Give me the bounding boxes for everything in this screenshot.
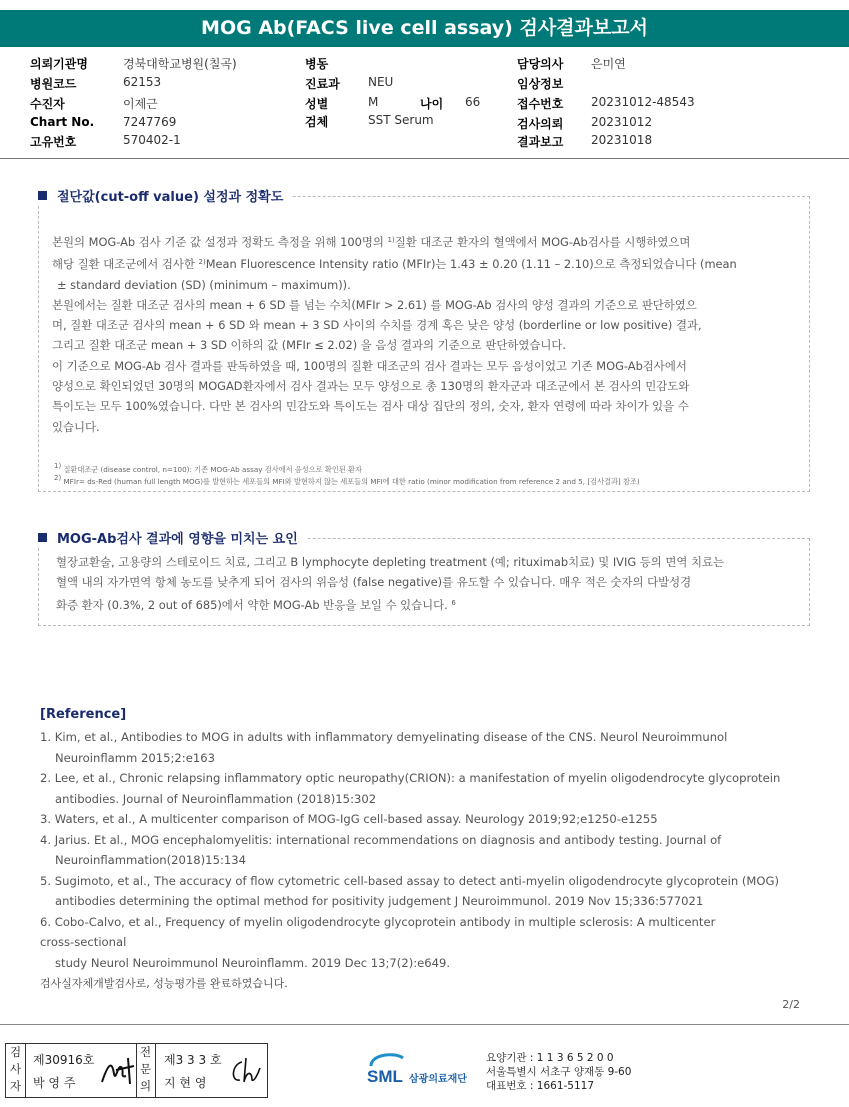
tech-v2: 사 xyxy=(9,1062,22,1076)
fn1-text: 질환대조군 (disease control, n=100): 기존 MOG-Ab assay 검사에서 음성으로 확인된 환자 xyxy=(63,465,362,474)
unique-label: 고유번호 xyxy=(30,135,77,149)
page-number: 2/2 xyxy=(782,998,800,1011)
section2-heading xyxy=(38,528,306,547)
ref-4-cont: Neuroinflammation(2018)15:134 xyxy=(55,853,246,867)
tech-license: 제30916호 xyxy=(33,1053,95,1067)
s2-l1: 혈장교환술, 고용량의 스테로이드 치료, 그리고 B lymphocyte depleting treatment (예; rituximab치료) 및 IVIG 등의 면역 치료는 xyxy=(56,555,725,569)
spec-v3: 의 xyxy=(139,1079,152,1093)
s1-p3-l3: 특이도는 모두 100%였습니다. 다만 본 검사의 민감도와 특이도는 검사 대상 집단의 정의, 숫자, 환자 연령에 따라 차이가 있을 수 xyxy=(52,399,689,414)
square-bullet-icon xyxy=(38,533,47,542)
unique-value: 570402-1 xyxy=(123,133,181,147)
spec-signature-icon xyxy=(228,1054,264,1088)
ref-4: 4. Jarius. Et al., MOG encephalomyelitis: international recommendations on diagnosis and antibody testing. Journal of xyxy=(40,832,722,847)
s1-p3-l4: 있습니다. xyxy=(52,419,100,434)
patient-label: 수진자 xyxy=(30,97,65,111)
patient-value: 이제근 xyxy=(123,97,158,111)
age-value: 66 xyxy=(465,95,481,109)
org-name: 삼광의료재단 xyxy=(409,1074,467,1085)
report-value: 20231018 xyxy=(591,133,653,147)
info-divider xyxy=(0,158,849,159)
chart-label: Chart No. xyxy=(30,115,95,129)
org-address: 서울특별시 서초구 양재동 9-60 xyxy=(486,1066,632,1078)
s1-p1-l3: ± standard deviation (SD) (minimum – maximum)). xyxy=(57,277,351,292)
tech-signature-icon xyxy=(98,1054,138,1088)
spec-name: 지 현 영 xyxy=(164,1076,207,1090)
institution-label: 의뢰기관명 xyxy=(30,57,88,71)
hospital-code-value: 62153 xyxy=(123,75,162,89)
spec-vertical-label xyxy=(136,1044,156,1097)
institution-value: 경북대학교병원(칠곡) xyxy=(123,57,237,71)
s2-l3a: 화증 환자 (0.3%, 2 out of 685)에서 약한 MOG-Ab 반응을 보일 수 있습니다. xyxy=(56,597,452,612)
performance-note: 검사실자체개발검사로, 성능평가를 완료하였습니다. xyxy=(40,977,288,990)
report-title: MOG Ab(FACS live cell assay) 검사결과보고서 xyxy=(0,10,849,47)
s1-sup2: 2) xyxy=(198,258,206,267)
ref-6-cont: cross-sectional xyxy=(40,935,127,949)
fn2-sup: 2) xyxy=(54,474,62,482)
spec-v2: 문 xyxy=(139,1062,152,1076)
clinical-label: 임상정보 xyxy=(517,77,564,91)
s1-p1-l1a: 본원의 MOG-Ab 검사 기준 값 설정과 정확도 측정을 위해 100명의 xyxy=(52,235,388,249)
sex-label: 성별 xyxy=(305,97,329,111)
org-code: 요양기관 : 1 1 3 6 5 2 0 0 xyxy=(486,1052,614,1064)
receipt-label: 접수번호 xyxy=(517,97,564,111)
dept-value: NEU xyxy=(368,75,394,89)
section1-body xyxy=(52,230,804,437)
s1-p1-l2b: Mean Fluorescence Intensity ratio (MFIr)는 1.43 ± 0.20 (1.11 – 2.10)으로 측정되었습니다 (mean xyxy=(205,257,737,272)
hospital-code-label: 병원코드 xyxy=(30,77,77,91)
s1-sup1: 1) xyxy=(387,236,395,244)
section2-body xyxy=(56,552,808,615)
section2-heading-text: MOG-Ab검사 결과에 영향을 미치는 요인 xyxy=(57,532,298,547)
age-label: 나이 xyxy=(420,97,444,111)
ref-2: 2. Lee, et al., Chronic relapsing inflammatory optic neuropathy(CRION): a manifestation of myelin oligodendrocyte glycoprotein xyxy=(40,771,781,785)
square-bullet-icon xyxy=(38,191,47,200)
section1-heading xyxy=(38,186,291,205)
section1-heading-text: 절단값(cut-off value) 설정과 정확도 xyxy=(57,190,284,205)
tech-vertical-label xyxy=(6,1044,26,1097)
specimen-label: 검체 xyxy=(305,115,329,129)
footnote-2 xyxy=(54,472,640,488)
ref-3: 3. Waters, et al., A multicenter comparison of MOG-IgG cell-based assay. Neurology 2019;92;e1250-e1255 xyxy=(40,812,658,826)
spec-v1: 전 xyxy=(139,1045,152,1059)
ref-1-cont: Neuroinflamm 2015;2:e163 xyxy=(55,750,215,765)
s1-p1-l2a: 해당 질환 대조군에서 검사한 xyxy=(52,257,199,272)
org-phone: 대표번호 : 1661-5117 xyxy=(486,1080,595,1092)
ref-5: 5. Sugimoto, et al., The accuracy of flow cytometric cell-based assay to detect anti-myelin oligodendrocyte glycoprotein (MOG) xyxy=(40,873,780,888)
request-value: 20231012 xyxy=(591,115,653,129)
footer-divider xyxy=(0,1024,849,1025)
fn2-text: MFIr= ds-Red (human full length MOG)를 발현하는 세포들의 MFI와 발현하지 않는 세포들의 MFI에 대한 ratio (minor modification from reference 2 and 5, [검사결과] 참조) xyxy=(63,477,640,486)
ref-6-cont2: study Neurol Neuroimmunol Neuroinflamm. 2019 Dec 13;7(2):e649. xyxy=(55,955,451,970)
s1-p2-l3: 그리고 질환 대조군 mean + 3 SD 이하의 값 (MFIr ≤ 2.02) 을 음성 결과의 기준으로 판단하였습니다. xyxy=(52,338,566,353)
signature-box xyxy=(5,1043,268,1098)
specimen-value: SST Serum xyxy=(368,113,434,127)
logo-text: SML xyxy=(367,1067,403,1086)
ref-2-cont: antibodies. Journal of Neuroinflammation (2018)15:302 xyxy=(55,791,377,806)
doctor-value: 은미연 xyxy=(591,57,626,71)
ward-label: 병동 xyxy=(305,57,329,71)
spec-license: 제3 3 3 호 xyxy=(164,1053,222,1067)
receipt-value: 20231012-48543 xyxy=(591,95,695,109)
report-label: 결과보고 xyxy=(517,135,564,149)
ref-1: 1. Kim, et al., Antibodies to MOG in adults with inflammatory demyelinating disease of the CNS. Neurol Neuroimmunol xyxy=(40,730,728,744)
s2-l2: 혈액 내의 자가면역 항체 농도를 낮추게 되어 검사의 위음성 (false negative)를 유도할 수 있습니다. 매우 적은 숫자의 다발성경 xyxy=(56,575,692,590)
s1-p1-l1b: 질환 대조군 환자의 혈액에서 MOG-Ab검사를 시행하였으며 xyxy=(394,235,691,249)
tech-name: 박 영 주 xyxy=(33,1076,76,1090)
tech-v1: 검 xyxy=(9,1045,22,1059)
sml-logo-icon xyxy=(365,1050,485,1090)
ref-5-cont: antibodies determining the optimal method for positivity judgement J Neuroimmunol. 2019 Nov 15;336:577021 xyxy=(55,894,704,908)
ref-6: 6. Cobo-Calvo, et al., Frequency of myelin oligodendrocyte glycoprotein antibody in multiple sclerosis: A multicenter xyxy=(40,914,716,929)
organization-info xyxy=(486,1051,631,1093)
s2-sup: 6 xyxy=(451,598,456,607)
chart-value: 7247769 xyxy=(123,115,177,129)
s1-p2-l2: 며, 질환 대조군 검사의 mean + 6 SD 와 mean + 3 SD 사이의 수치를 경계 혹은 낮은 양성 (borderline or low positive) 결과, xyxy=(52,318,702,333)
fn1-sup: 1) xyxy=(54,462,62,470)
sml-logo xyxy=(365,1050,485,1090)
request-label: 검사의뢰 xyxy=(517,117,564,131)
tech-v3: 자 xyxy=(9,1079,22,1093)
reference-list xyxy=(40,727,820,973)
s1-p2-l1: 본원에서는 질환 대조군 검사의 mean + 6 SD 를 넘는 수치(MFIr > 2.61) 를 MOG-Ab 검사의 양성 결과의 기준으로 판단하였으 xyxy=(52,297,697,312)
s1-p3-l1: 이 기준으로 MOG-Ab 검사 결과를 판독하였을 때, 100명의 질환 대조군의 검사 결과는 모두 음성이었고 기존 MOG-Ab검사에서 xyxy=(52,358,687,373)
doctor-label: 담당의사 xyxy=(517,57,564,71)
dept-label: 진료과 xyxy=(305,77,340,91)
reference-heading: [Reference] xyxy=(40,707,127,722)
sex-value: M xyxy=(368,95,379,109)
s1-p3-l2: 양성으로 확인되었던 30명의 MOGAD환자에서 검사 결과는 모두 양성으로 총 130명의 환자군과 대조군에서 본 검사의 민감도와 xyxy=(52,379,690,394)
